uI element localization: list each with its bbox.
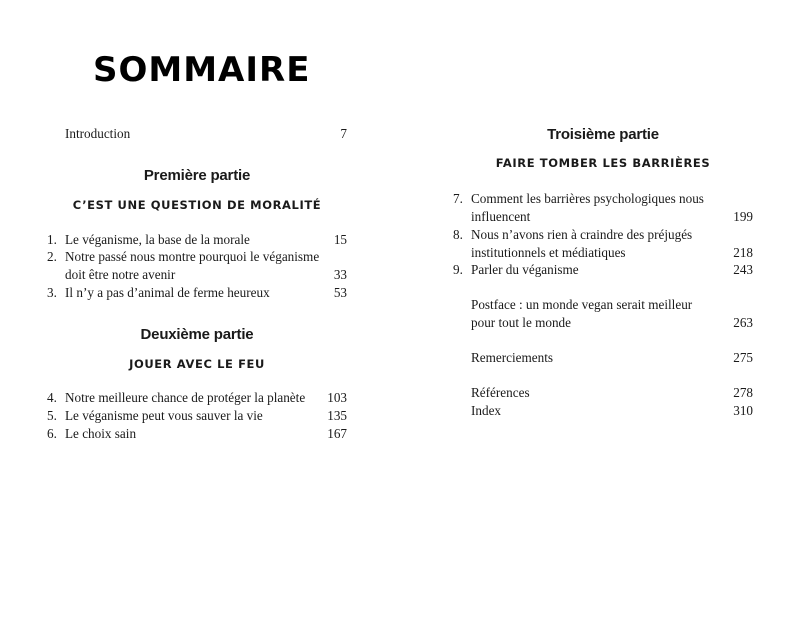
toc-entry-label-continued: influencent <box>471 209 531 224</box>
toc-entry-label: Nous n’avons rien à craindre des préjugés <box>471 227 693 242</box>
part-heading-3: Troisième partie <box>547 126 659 143</box>
toc-entry-label: Le choix sain <box>65 426 137 441</box>
toc-entry-page: 135 <box>327 408 347 423</box>
toc-entry-page: 53 <box>333 285 347 300</box>
toc-entry-label: Il n’y a pas d’animal de ferme heureux <box>65 285 270 300</box>
toc-entry-page: 218 <box>733 245 753 260</box>
toc-entry-label: Notre meilleure chance de protéger la planète <box>65 390 306 405</box>
toc-entry-page: 103 <box>327 390 347 405</box>
toc-entry-label: Remerciements <box>471 350 554 365</box>
toc-entry-label: Parler du véganisme <box>471 262 579 277</box>
toc-entry-number: 4. <box>47 390 57 405</box>
toc-entry-chapter-2[interactable] <box>47 248 347 284</box>
toc-entry-chapter-7[interactable] <box>453 190 753 226</box>
toc-entry-page: 15 <box>333 232 347 247</box>
toc-entry-number: 9. <box>453 262 463 277</box>
toc-entry-label: Le véganisme peut vous sauver la vie <box>65 408 263 423</box>
toc-entry-number: 6. <box>47 426 57 441</box>
part-subheading-1: C’EST UNE QUESTION DE MORALITÉ <box>72 198 322 212</box>
toc-entry-chapter-8[interactable] <box>453 226 753 262</box>
toc-entry-number: 2. <box>47 249 57 264</box>
toc-entry-page: 310 <box>733 403 753 418</box>
toc-entry-number: 8. <box>453 227 463 242</box>
part-subheading-3: FAIRE TOMBER LES BARRIÈRES <box>495 156 711 170</box>
part-subheading-2: JOUER AVEC LE FEU <box>129 357 265 371</box>
toc-entry-label-continued: pour tout le monde <box>471 315 571 330</box>
page-title: SOMMAIRE <box>93 50 311 90</box>
toc-entry-label: Le véganisme, la base de la morale <box>65 232 250 247</box>
toc-entry-number: 7. <box>453 191 463 206</box>
toc-entry-number: 5. <box>47 408 57 423</box>
toc-entry-page: 167 <box>327 426 347 441</box>
toc-entry-page: 275 <box>733 350 753 365</box>
toc-entry-number: 3. <box>47 285 57 300</box>
toc-entry-number: 1. <box>47 232 57 247</box>
toc-entry-label: Postface : un monde vegan serait meilleur <box>471 297 693 312</box>
toc-entry-label-continued: doit être notre avenir <box>65 267 176 282</box>
toc-entry-label: Notre passé nous montre pourquoi le véganisme <box>65 249 320 264</box>
toc-entry-label: Références <box>471 385 530 400</box>
part-heading-1: Première partie <box>143 167 251 184</box>
toc-entry-postface[interactable] <box>453 296 753 332</box>
toc-entry-label: Comment les barrières psychologiques nous <box>471 191 704 206</box>
toc-entry-page: 278 <box>733 385 753 400</box>
toc-entry-label-continued: institutionnels et médiatiques <box>471 245 626 260</box>
toc-entry-page: 33 <box>333 267 347 282</box>
toc-entry-page: 263 <box>733 315 753 330</box>
toc-entry-page: 199 <box>733 209 753 224</box>
toc-entry-label: Introduction <box>65 126 131 141</box>
toc-entry-page: 243 <box>733 262 753 277</box>
part-heading-2: Deuxième partie <box>140 326 254 343</box>
toc-entry-label: Index <box>471 403 502 418</box>
toc-entry-page: 7 <box>340 126 347 141</box>
